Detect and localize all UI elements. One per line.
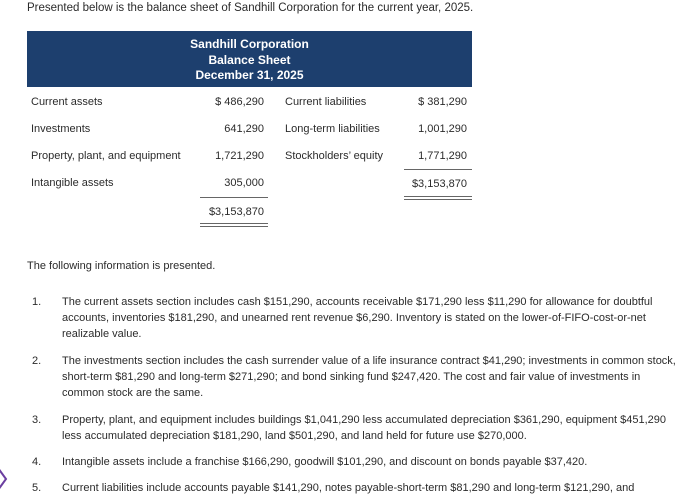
item-number: 3. — [32, 414, 42, 426]
item-number: 1. — [32, 296, 42, 308]
asset-label: Property, plant, and equipment — [31, 150, 181, 162]
balance-sheet-header — [27, 31, 472, 87]
info-item — [32, 454, 682, 470]
asset-label: Current assets — [31, 96, 103, 108]
item-text: Property, plant, and equipment includes buildings $1,041,290 less accumulated depreciation $361,290, equipment $451,290 less accumulated depreciation $181,290, land $501,290, and land held for future use $270,000. — [62, 414, 666, 442]
scroll-marker-icon[interactable] — [0, 464, 10, 494]
liability-value: $ 381,290 — [418, 96, 467, 108]
subtotal-rule — [404, 169, 472, 170]
item-number: 4. — [32, 456, 42, 468]
asset-value: 1,721,290 — [215, 150, 264, 162]
total-double-rule — [404, 196, 472, 200]
item-text: The investments section includes the cash surrender value of a life insurance contract $41,290; investments in common stock, short-term $81,290 and long-term $271,290; and bond sinking fund $247,420. The cost and fair value of investments in common stock are the same. — [62, 355, 676, 399]
statement-title: Balance Sheet — [208, 52, 291, 67]
item-text: Intangible assets include a franchise $166,290, goodwill $101,290, and discount on bonds payable $37,420. — [62, 456, 588, 468]
item-number: 2. — [32, 355, 42, 367]
item-number: 5. — [32, 482, 42, 494]
asset-label: Investments — [31, 123, 91, 135]
liabilities-total: $3,153,870 — [411, 178, 467, 190]
intro-text: Presented below is the balance sheet of Sandhill Corporation for the current year, 2025. — [27, 2, 474, 14]
item-text: The current assets section includes cash $151,290, accounts receivable $171,290 less $11,290 for allowance for doubtful accounts, inventories $181,290, and unearned rent revenue $6,290. Inventory is stated on the lower-of-FIFO-cost-or-net realizable value. — [62, 296, 653, 340]
subtotal-rule — [200, 197, 268, 198]
info-item — [32, 480, 682, 496]
statement-date: December 31, 2025 — [195, 68, 304, 82]
company-name: Sandhill Corporation — [190, 37, 309, 51]
liability-value: 1,001,290 — [418, 123, 467, 135]
asset-value: $ 486,290 — [215, 96, 264, 108]
liability-value: 1,771,290 — [418, 150, 467, 162]
liability-label: Stockholders’ equity — [285, 150, 384, 162]
item-text: Current liabilities include accounts payable $141,290, notes payable-short-term $81,290 and long-term $121,290, and — [62, 482, 635, 494]
total-double-rule — [200, 223, 268, 227]
info-intro: The following information is presented. — [27, 260, 216, 272]
asset-label: Intangible assets — [31, 177, 114, 189]
asset-value: 305,000 — [224, 177, 264, 189]
liability-label: Long-term liabilities — [285, 123, 380, 135]
info-item — [32, 294, 682, 342]
liability-label: Current liabilities — [285, 96, 367, 108]
asset-value: 641,290 — [224, 123, 264, 135]
info-item — [32, 353, 682, 401]
info-item — [32, 412, 682, 444]
assets-total: $3,153,870 — [208, 206, 264, 218]
